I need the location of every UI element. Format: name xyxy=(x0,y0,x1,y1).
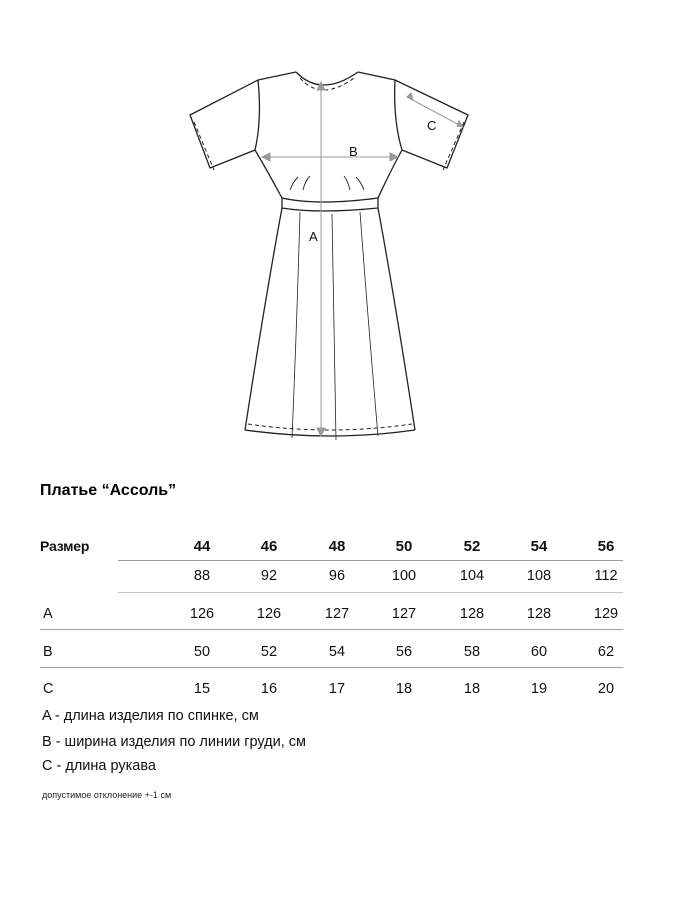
right-sleeve-hem-stitch xyxy=(443,122,464,170)
table-cell: 104 xyxy=(459,568,485,584)
size-col-header: 52 xyxy=(463,538,481,555)
table-cell: 18 xyxy=(395,681,413,697)
table-cell: 58 xyxy=(463,644,481,660)
table-cell: 127 xyxy=(324,606,350,622)
table-cell: 92 xyxy=(260,568,278,584)
table-cell: 54 xyxy=(328,644,346,660)
row-divider xyxy=(40,629,623,630)
size-header-label: Размер xyxy=(40,538,90,554)
table-cell: 128 xyxy=(526,606,552,622)
skirt-hem-stitch xyxy=(248,424,412,430)
row-label: B xyxy=(43,644,53,660)
size-col-header: 46 xyxy=(260,538,278,555)
left-sleeve-hem-stitch xyxy=(194,122,214,170)
table-cell: 16 xyxy=(260,681,278,697)
size-table xyxy=(0,530,675,710)
table-cell: 127 xyxy=(391,606,417,622)
table-cell: 112 xyxy=(594,568,618,584)
skirt-right xyxy=(378,208,415,430)
table-cell: 60 xyxy=(530,644,548,660)
table-cell: 108 xyxy=(526,568,552,584)
table-cell: 88 xyxy=(193,568,211,584)
row-label: A xyxy=(43,606,53,622)
table-cell: 100 xyxy=(391,568,417,584)
tolerance-note: допустимое отклонение +-1 см xyxy=(42,790,172,800)
page-title: Платье “Ассоль” xyxy=(40,482,177,499)
table-cell: 96 xyxy=(328,568,346,584)
table-cell: 50 xyxy=(193,644,211,660)
legend-item-a: A - длина изделия по спинке, см xyxy=(42,708,259,724)
table-cell: 20 xyxy=(597,681,615,697)
table-cell: 52 xyxy=(260,644,278,660)
left-armhole xyxy=(255,80,259,150)
row-divider xyxy=(118,592,623,593)
size-col-header: 44 xyxy=(193,538,211,555)
waistband xyxy=(282,198,378,211)
skirt-hem xyxy=(245,430,415,436)
legend-item-b: B - ширина изделия по линии груди, см xyxy=(42,734,307,750)
skirt-left xyxy=(245,208,282,430)
size-col-header: 54 xyxy=(530,538,548,555)
left-sleeve xyxy=(190,72,296,168)
table-cell: 17 xyxy=(328,681,346,697)
table-cell: 126 xyxy=(256,606,282,622)
table-cell: 15 xyxy=(193,681,211,697)
row-label: C xyxy=(43,681,54,697)
table-cell: 62 xyxy=(597,644,615,660)
size-col-header: 56 xyxy=(597,538,615,555)
row-divider xyxy=(118,560,623,561)
right-armhole xyxy=(395,80,402,150)
size-col-header: 50 xyxy=(395,538,413,555)
table-cell: 126 xyxy=(189,606,215,622)
size-col-header: 48 xyxy=(328,538,346,555)
table-cell: 128 xyxy=(459,606,485,622)
table-cell: 18 xyxy=(463,681,481,697)
table-cell: 129 xyxy=(593,606,619,622)
label-b: B xyxy=(349,144,358,159)
legend-item-c: C - длина рукава xyxy=(42,758,156,774)
table-cell: 56 xyxy=(395,644,413,660)
right-sleeve xyxy=(358,72,468,168)
row-divider xyxy=(40,667,623,668)
table-cell: 19 xyxy=(530,681,548,697)
label-c: C xyxy=(427,118,437,133)
label-a: A xyxy=(309,229,318,244)
